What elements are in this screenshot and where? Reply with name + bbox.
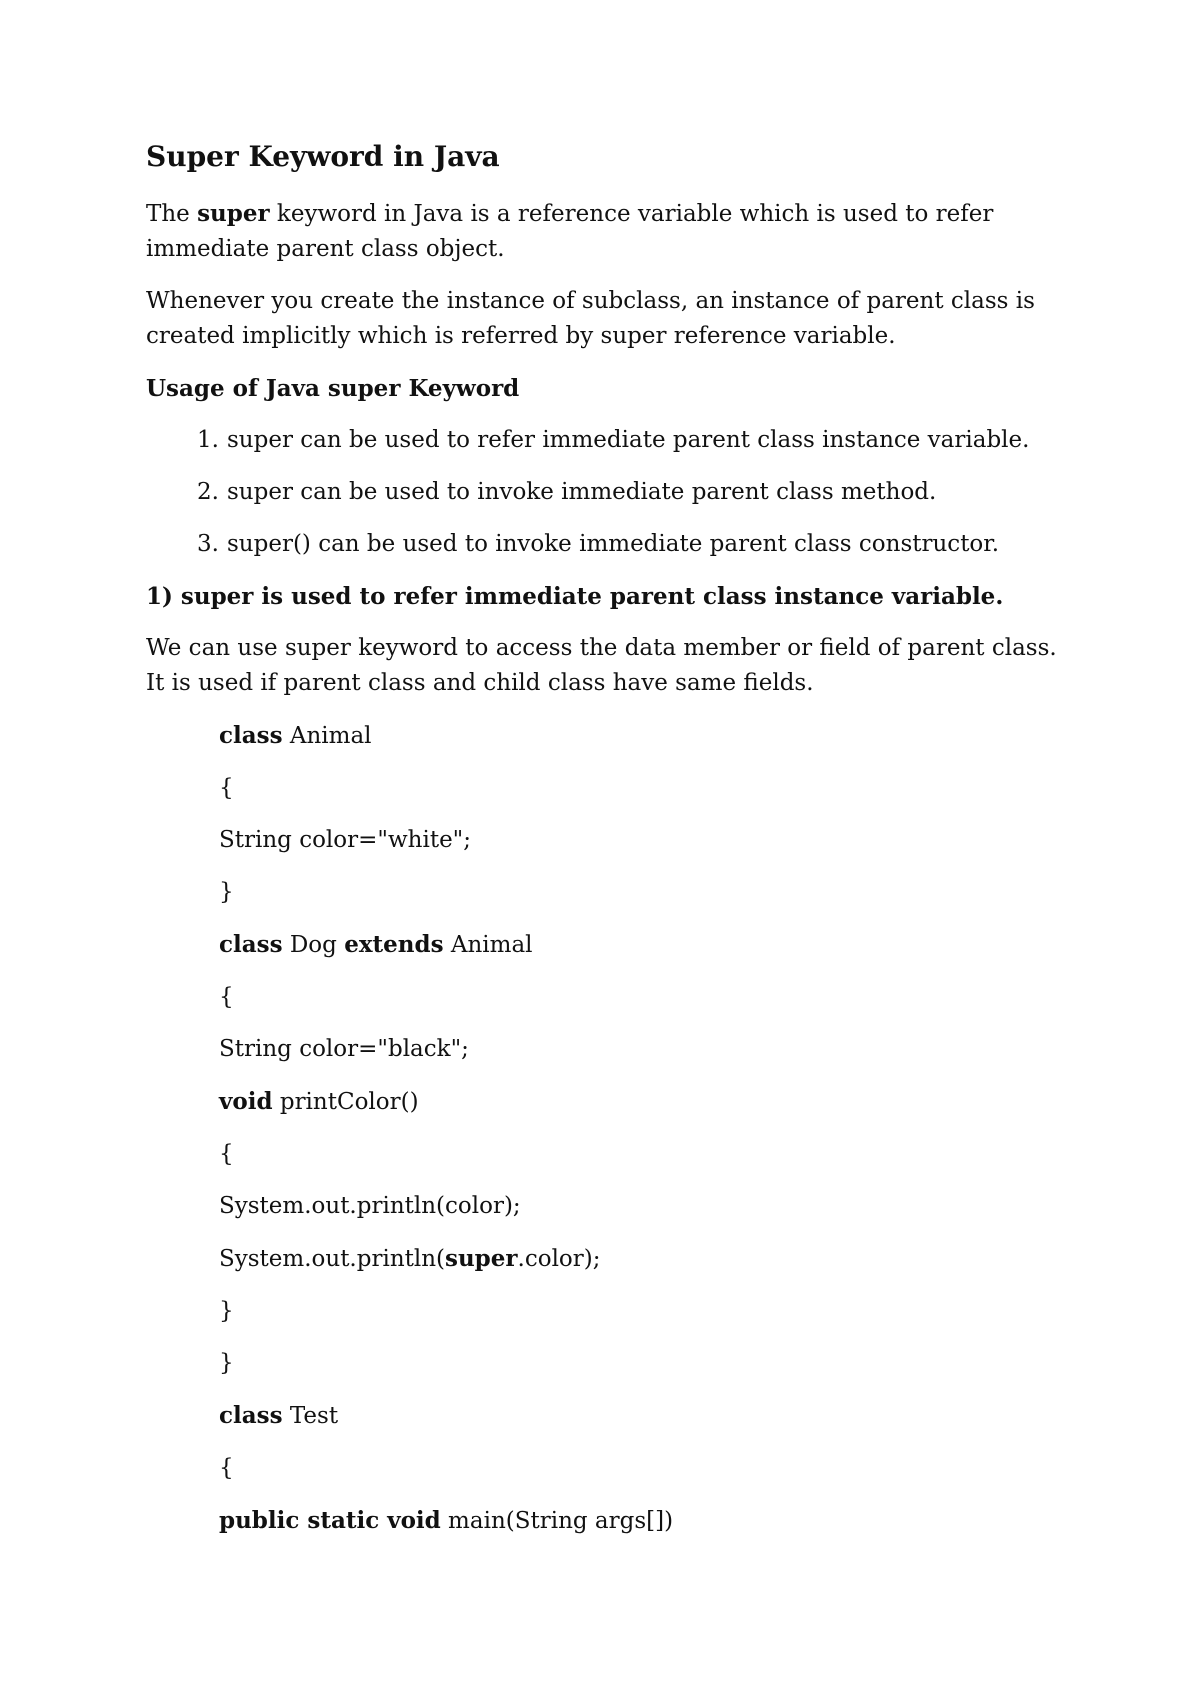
code-keyword: public static void [219,1506,441,1534]
code-text: Animal [443,931,533,958]
code-text: Test [282,1402,339,1429]
list-item [146,527,1060,562]
intro-paragraph-1 [146,196,1060,267]
list-item [146,475,1060,510]
list-item-text: super can be used to invoke immediate parent class method. [227,478,937,505]
code-line: } [219,878,234,905]
code-line: System.out.println(color); [219,1192,521,1219]
code-line: { [219,774,234,801]
code-line: { [219,1454,234,1481]
intro-bold-term: super [197,199,270,227]
code-line [219,927,1060,963]
code-line: String color="white"; [219,826,472,853]
intro-text-before: The [146,200,198,227]
code-keyword: class [219,721,283,749]
code-text: main(String args[]) [440,1507,674,1534]
code-line [219,1241,1060,1277]
code-line [219,1398,1060,1434]
code-text: .color); [517,1245,601,1272]
code-keyword: super [445,1244,518,1272]
list-item [146,423,1060,458]
usage-list [146,423,1060,562]
code-text: System.out.println( [219,1245,446,1272]
code-line: } [219,1297,234,1324]
section1-heading: 1) super is used to refer immediate parent class instance variable. [146,582,1004,610]
code-keyword: void [219,1087,273,1115]
section1-paragraph: We can use super keyword to access the data member or field of parent class. It is used if parent class and child class have same fields. [146,634,1057,696]
code-example [219,718,1060,1539]
code-line: } [219,1349,234,1376]
page-title: Super Keyword in Java [146,140,500,173]
intro-text-after: keyword in Java is a reference variable which is used to refer immediate parent class object. [146,200,994,262]
list-item-number: 3. [197,530,219,557]
usage-heading: Usage of Java super Keyword [146,374,520,402]
intro-paragraph-2: Whenever you create the instance of subclass, an instance of parent class is created implicitly which is referred by super reference variable. [146,287,1035,349]
list-item-text: super can be used to refer immediate parent class instance variable. [227,426,1030,453]
code-keyword: class [219,930,283,958]
code-line: { [219,1140,234,1167]
code-keyword: class [219,1401,283,1429]
code-line [219,1503,1060,1539]
code-keyword: extends [344,930,444,958]
code-line [219,1084,1060,1120]
code-text: Animal [282,722,372,749]
list-item-number: 1. [197,426,219,453]
code-line: String color="black"; [219,1035,469,1062]
code-text: printColor() [272,1088,419,1115]
code-text: Dog [282,931,345,958]
list-item-text: super() can be used to invoke immediate parent class constructor. [227,530,1000,557]
list-item-number: 2. [197,478,219,505]
code-line: { [219,983,234,1010]
code-line [219,718,1060,754]
